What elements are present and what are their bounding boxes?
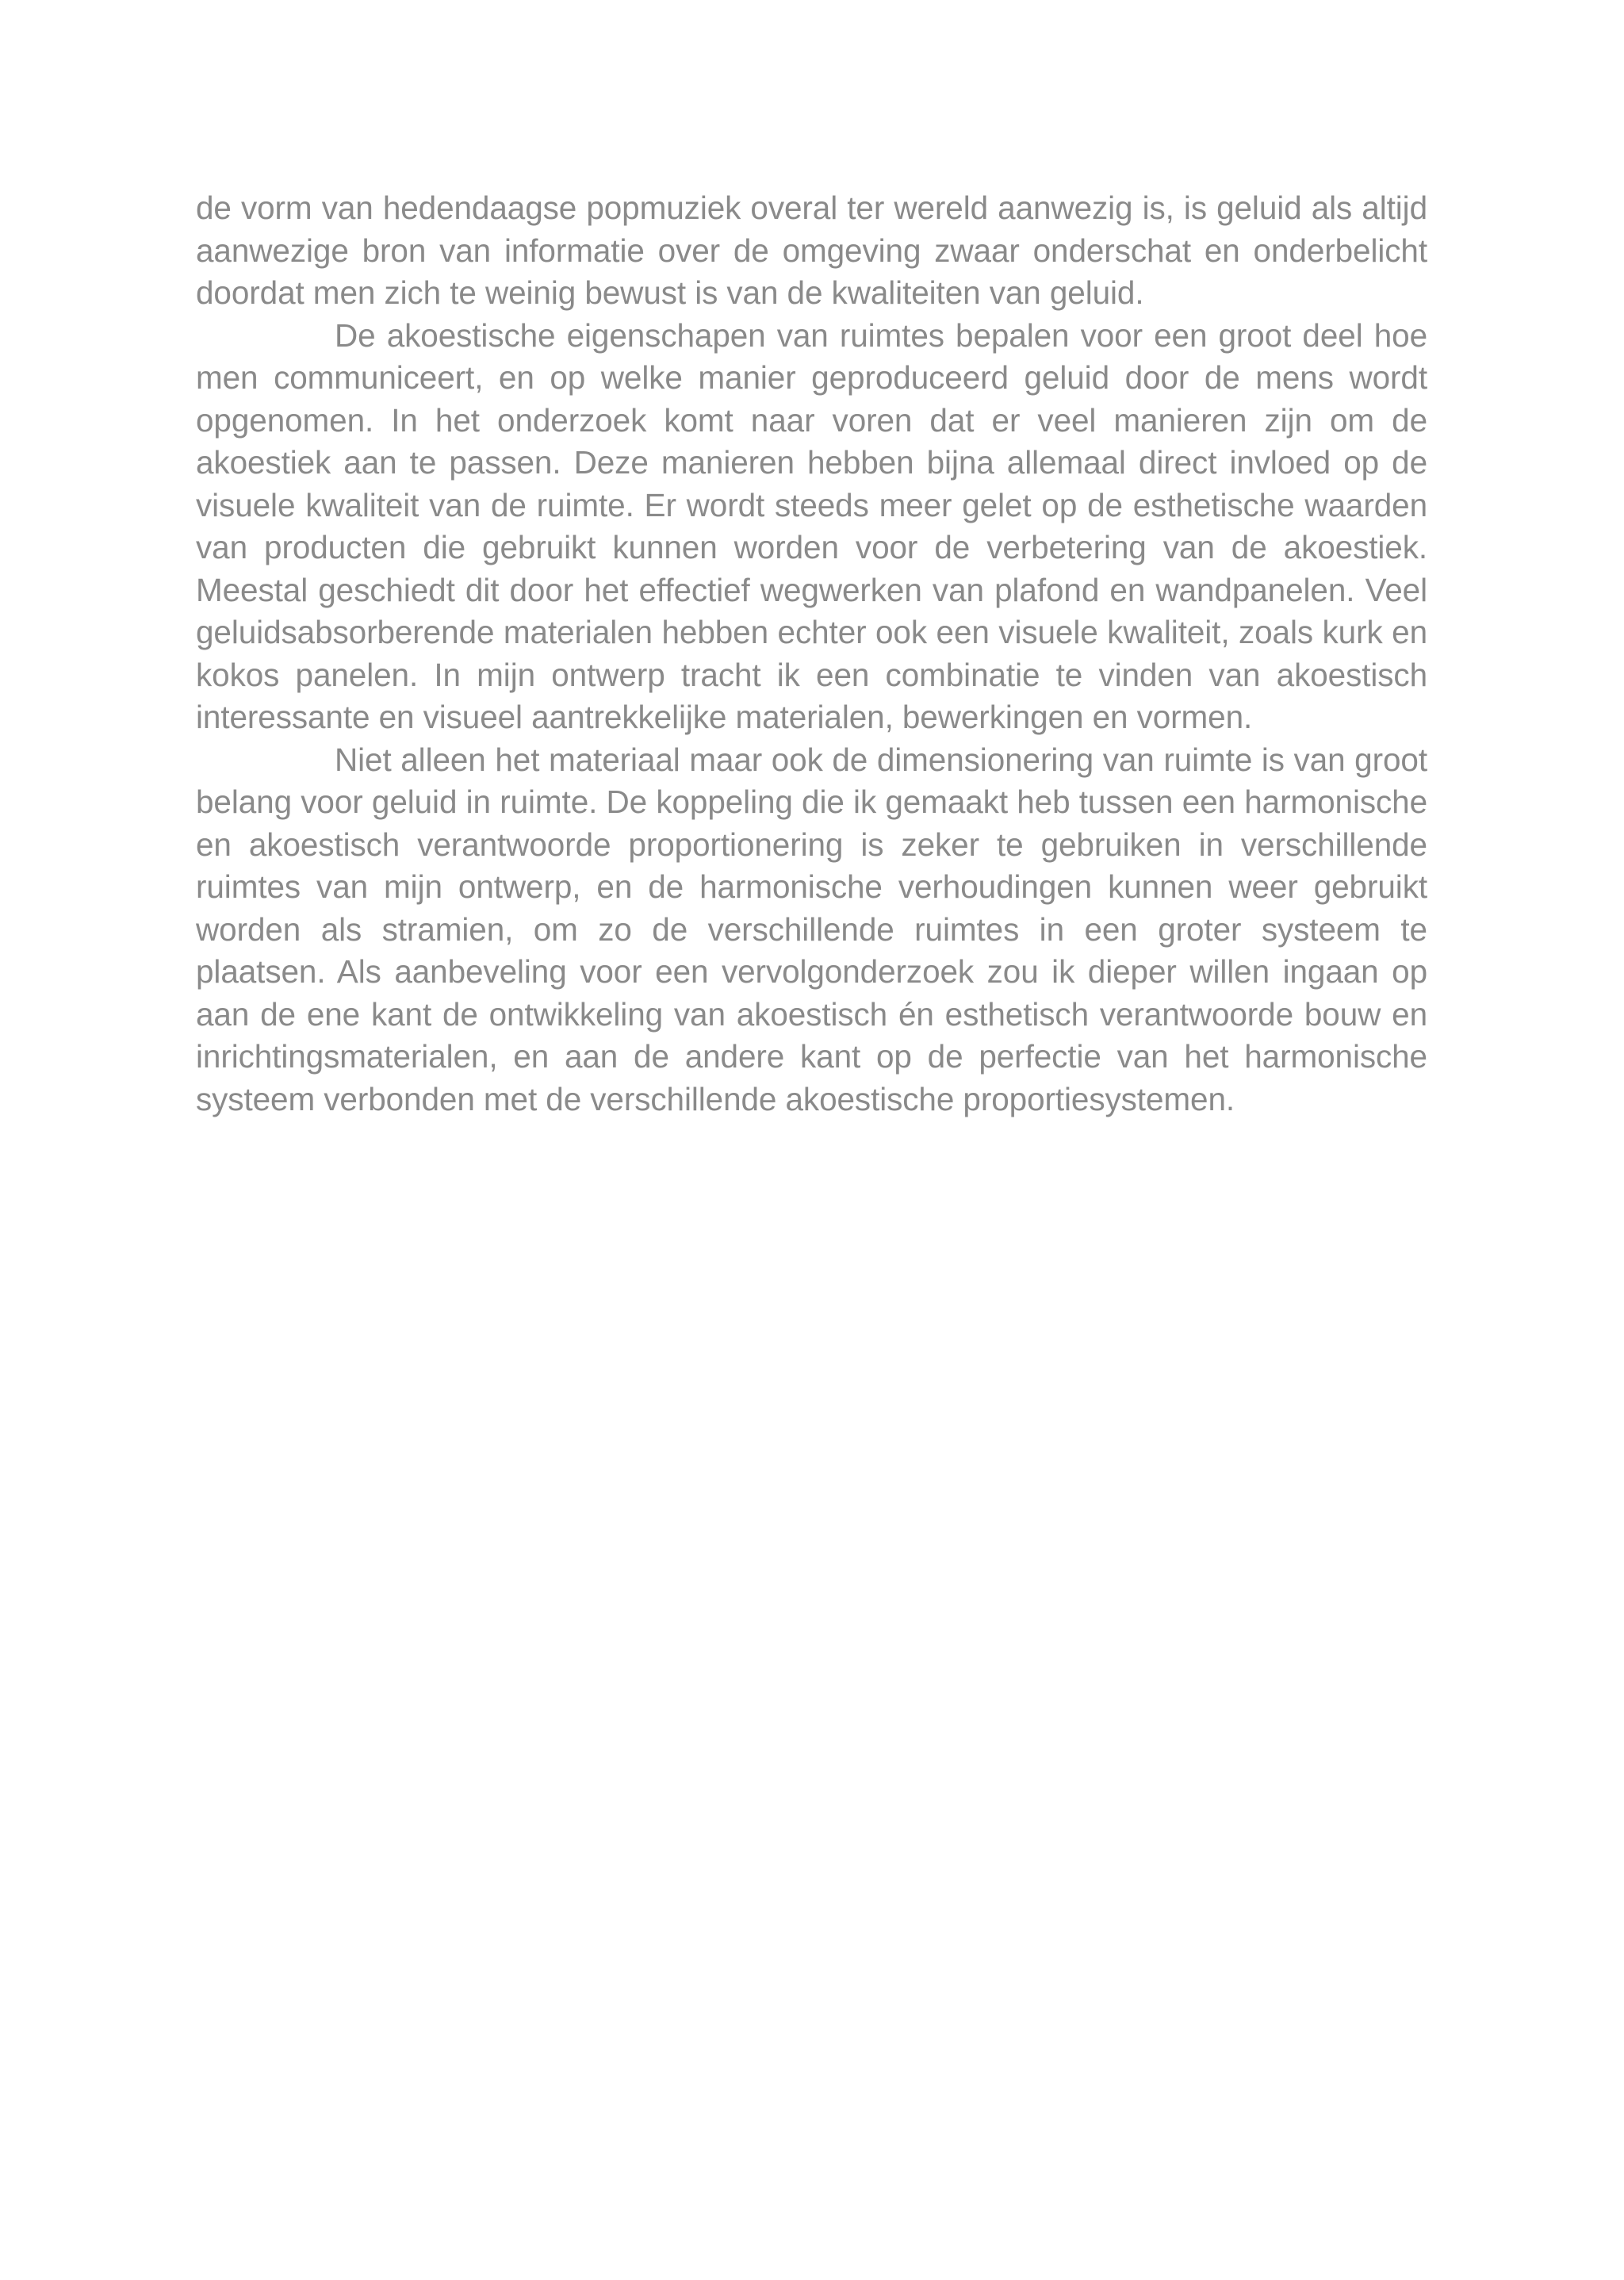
paragraph-continuation: de vorm van hedendaagse popmuziek overal ter wereld aanwezig is, is geluid als altijd aanwezige bron van informatie over de omgeving zwaar onderschat en onderbelicht doordat men zich te weinig bewust is van de kwaliteiten van geluid.	[196, 190, 1427, 311]
body-text	[196, 187, 1427, 1121]
paragraph-acoustic-properties: De akoestische eigenschapen van ruimtes bepalen voor een groot deel hoe men communiceert, en op welke manier geproduceerd geluid door de mens wordt opgenomen. In het onderzoek komt naar voren dat er veel manieren zijn om de akoestiek aan te passen. Deze manieren hebben bijna allemaal direct invloed op de visuele kwaliteit van de ruimte. Er wordt steeds meer gelet op de esthetische waarden van producten die gebruikt kunnen worden voor de verbetering van de akoestiek. Meestal geschiedt dit door het effectief wegwerken van plafond en wandpanelen. Veel geluidsabsorberende materialen hebben echter ook een visuele kwaliteit, zoals kurk en kokos panelen. In mijn ontwerp tracht ik een combinatie te vinden van akoestisch interessante en visueel aantrekkelijke materialen, bewerkingen en vormen.	[196, 316, 1427, 735]
paragraph-dimensioning: Niet alleen het materiaal maar ook de dimensionering van ruimte is van groot belang voor geluid in ruimte. De koppeling die ik gemaakt heb tussen een harmonische en akoestisch verantwoorde proportionering is zeker te gebruiken in verschillende ruimtes van mijn ontwerp, en de harmonische verhoudingen kunnen weer gebruikt worden als stramien, om zo de verschillende ruimtes in een groter systeem te plaatsen. Als aanbeveling voor een vervolgonderzoek zou ik dieper willen ingaan op aan de ene kant de ontwikkeling van akoestisch én esthetisch verantwoorde bouw en inrichtingsmaterialen, en aan de andere kant op de perfectie van het harmonische systeem verbonden met de verschillende akoestische proportiesystemen.	[196, 741, 1427, 1117]
